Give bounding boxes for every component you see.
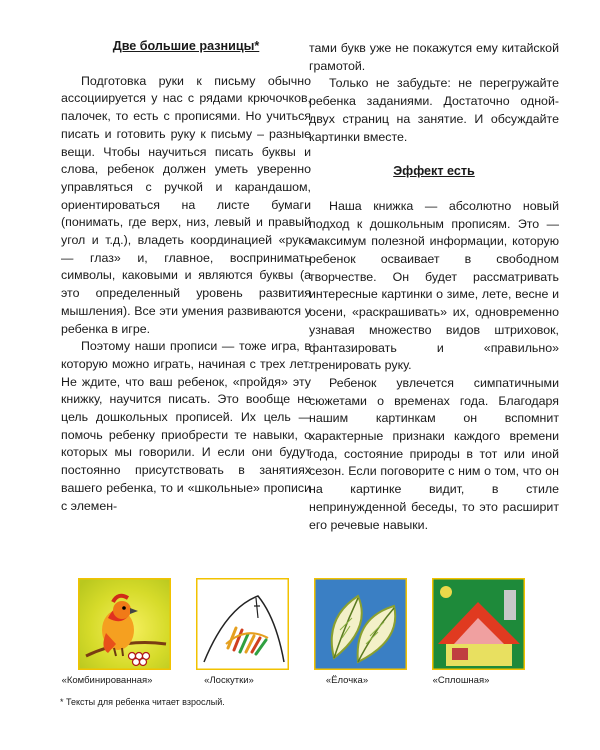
section-heading-two-differences: Две большие разницы* xyxy=(112,39,260,53)
paragraph: Ребенок увлечется симпатичными сюжетами о временах года. Благодаря нашим картинкам он вспомнит характерные признаки каждого времени года, состояние природы в тот или иной сезон. Если поговорите с ним о том, что он на картинке видит, в стиле непринужденной беседы, то это расширит его речевые навыки. xyxy=(309,375,559,532)
paragraph: Наша книжка — абсолютно новый подход к дошкольным прописям. Это — максимум полезной информации, которую ребенок осваивает в свободном творчестве. Он будет рассматривать интересные картинки о зиме, лете, весне и осени, «раскрашивать» их, одновременно узнавая множество видов штриховок, фантазировать и «правильно» тренировать руку. xyxy=(309,198,559,373)
section-heading-effect: Эффект есть xyxy=(393,164,475,179)
tile-caption: «Сплошная» xyxy=(432,675,490,686)
paragraph: Поэтому наши прописи — тоже игра, в которую можно играть, начиная с трех лет. Не ждите, что ваш ребенок, «пройдя» эту книжку, научится писать. Это вообще не цель дошкольных прописей. Их цель — помочь ребенку приобрести те навыки, о которых мы говорили. И если они будут постоянно присутствовать в занятиях вашего ребенка, то и «школьные» прописи с элемен- xyxy=(61,339,311,513)
left-column xyxy=(61,38,311,515)
hatching-examples xyxy=(58,578,530,673)
paragraph: Только не забудьте: не перегружайте ребенка заданиями. Достаточно одной-двух страниц на занятие. И обсуждайте картинки вместе. xyxy=(309,76,559,144)
house-roof-icon xyxy=(432,578,525,670)
paragraph: Подготовка руки к письму обычно ассоциируется у нас с рядами крючочков, палочек, то есть с прописями. Но учиться писать и готовить руку к письму – разные вещи. Чтобы научиться писать буквы и слова, ребенок должен уметь уверенно управляться с ручкой и карандашом, ориентироваться на листе бумаги (понимать, где верх, низ, левый и правый угол и т.д.), владеть координацией «рука — глаз» и, главное, воспринимать символы, каковыми и являются буквы (а это определенный уровень развития мышления). Все эти умения развиваются у ребенка в игре. xyxy=(61,73,311,336)
tile-caption: «Комбинированная» xyxy=(61,675,153,686)
leaves-icon xyxy=(314,578,407,670)
tile-caption: «Лоскутки» xyxy=(204,675,254,686)
footnote: * Тексты для ребенка читает взрослый. xyxy=(60,697,225,707)
bird-on-branch-icon xyxy=(78,578,171,670)
paragraph-continuation: тами букв уже не покажутся ему китайской грамотой. xyxy=(309,41,559,73)
right-column xyxy=(309,40,559,534)
patchwork-icon xyxy=(196,578,289,670)
tile-caption: «Ёлочка» xyxy=(325,675,369,686)
